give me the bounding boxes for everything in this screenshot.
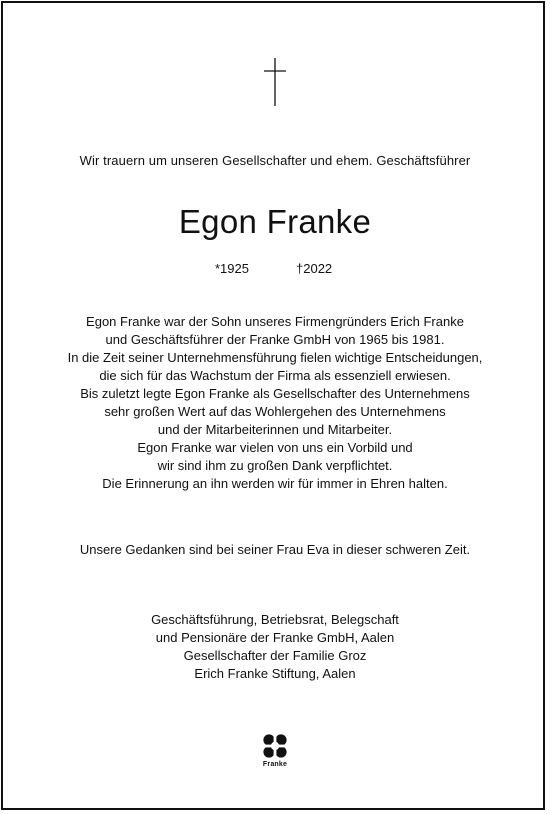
- signers-block: [0, 611, 550, 683]
- tribute-line: wir sind ihm zu großen Dank verpflichtet.: [157, 458, 393, 473]
- birth-year: *1925: [215, 261, 249, 276]
- deceased-name: Egon Franke: [178, 203, 372, 240]
- intro-line: Wir trauern um unseren Gesellschafter und ehem. Geschäftsführer: [79, 153, 471, 168]
- franke-wordmark: Franke: [262, 761, 288, 768]
- franke-logo: [258, 733, 292, 773]
- death-year: †2022: [296, 261, 333, 276]
- tribute-line: Egon Franke war vielen von uns ein Vorbild und: [137, 440, 413, 455]
- signer-line: Gesellschafter der Familie Groz: [183, 648, 367, 663]
- tribute-line: Die Erinnerung an ihn werden wir für immer in Ehren halten.: [102, 476, 448, 491]
- tribute-line: sehr großen Wert auf das Wohlergehen des Unternehmens: [104, 404, 446, 419]
- signer-line: Erich Franke Stiftung, Aalen: [194, 666, 356, 681]
- tribute-line: und der Mitarbeiterinnen und Mitarbeiter.: [157, 422, 393, 437]
- signer-line: Geschäftsführung, Betriebsrat, Belegschaft: [151, 612, 399, 627]
- tribute-line: die sich für das Wachstum der Firma als essenziell erwiesen.: [99, 368, 451, 383]
- tribute-line: In die Zeit seiner Unternehmensführung fielen wichtige Entscheidungen,: [67, 350, 483, 365]
- signer-line: und Pensionäre der Franke GmbH, Aalen: [155, 630, 395, 645]
- franke-logo-icon: [262, 733, 288, 759]
- cross-icon: [263, 58, 287, 106]
- condolence-line: Unsere Gedanken sind bei seiner Frau Eva in dieser schweren Zeit.: [79, 542, 471, 557]
- tribute-line: Bis zuletzt legte Egon Franke als Gesellschafter des Unternehmens: [80, 386, 470, 401]
- tribute-text: [0, 313, 550, 493]
- tribute-line: Egon Franke war der Sohn unseres Firmengründers Erich Franke: [86, 314, 464, 329]
- tribute-line: und Geschäftsführer der Franke GmbH von 1965 bis 1981.: [105, 332, 445, 347]
